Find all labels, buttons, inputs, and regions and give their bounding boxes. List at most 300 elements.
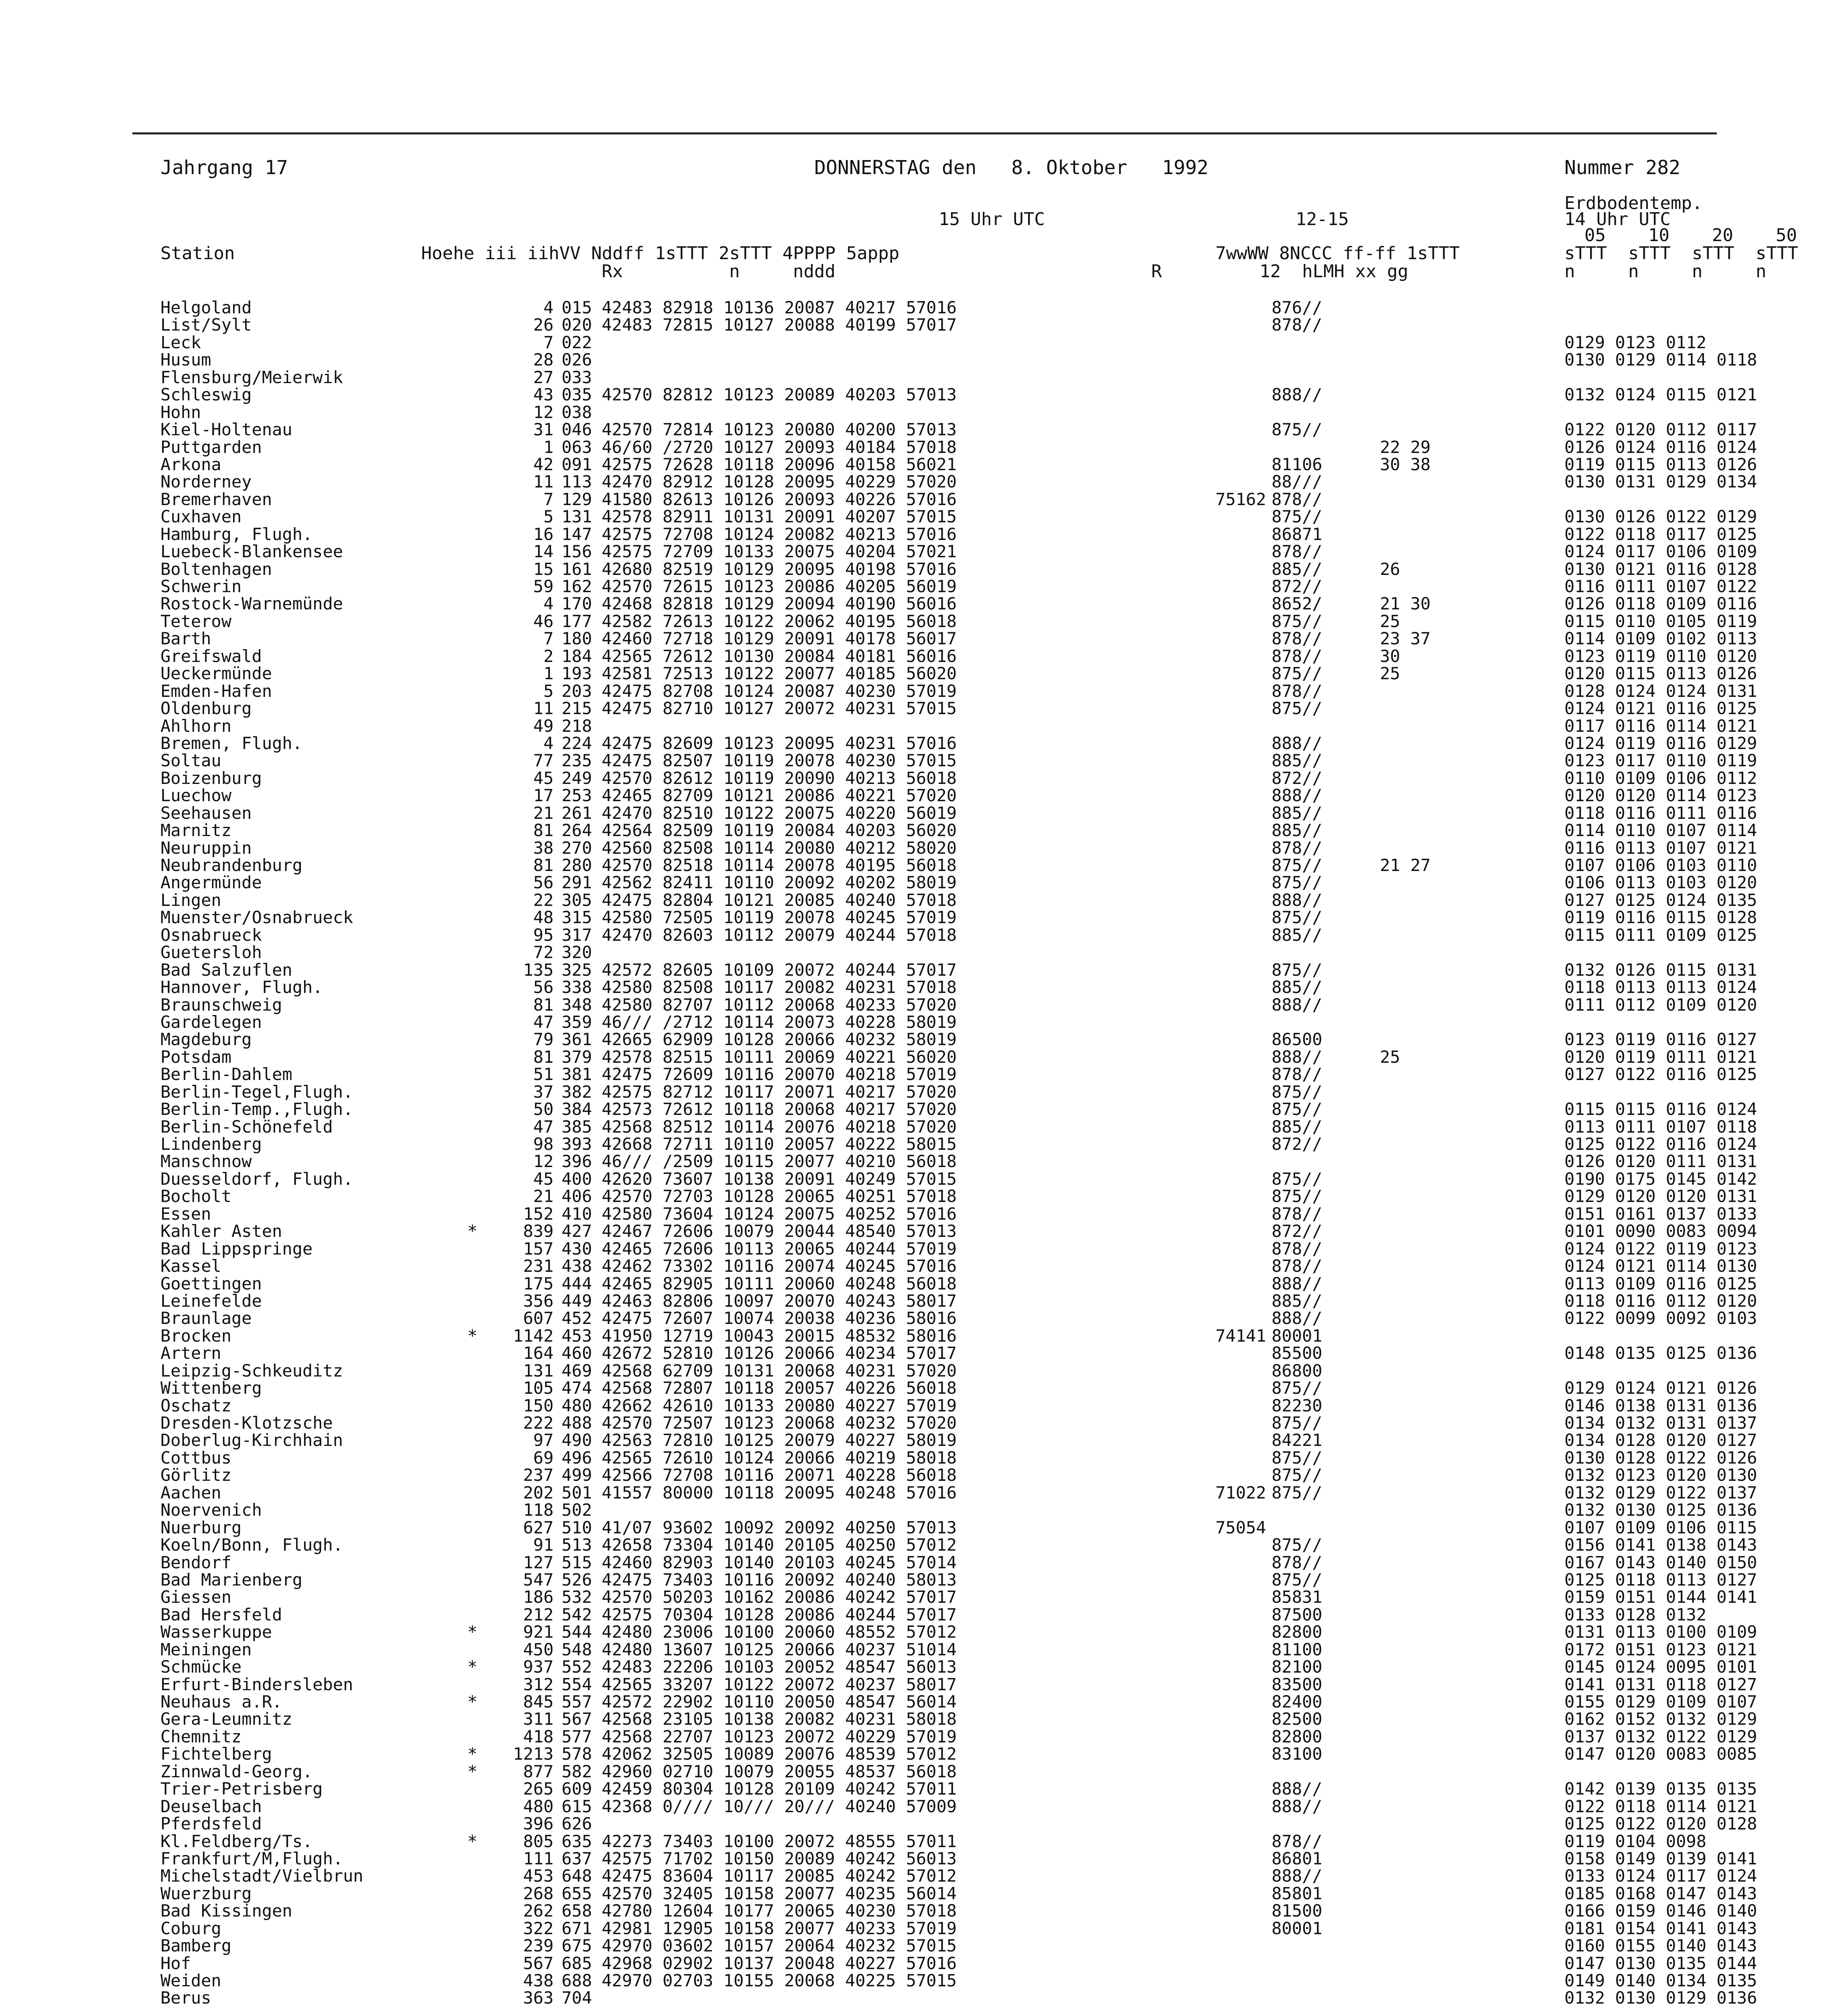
station-index: 305 xyxy=(562,890,592,910)
table-row xyxy=(132,420,1757,440)
station-index: 348 xyxy=(562,995,592,1015)
station-name: Bad Hersfeld xyxy=(160,1604,282,1624)
station-height: 48 xyxy=(533,908,554,928)
cloud-group: 82800 xyxy=(1272,1726,1323,1746)
columns-subheader-2: 12 hLMH xx gg xyxy=(1260,261,1408,282)
synop-groups: 42475 82804 10121 20085 40240 57018 xyxy=(602,890,957,910)
station-index: 671 xyxy=(562,1918,592,1938)
table-row xyxy=(132,681,1757,701)
synop-groups: 41557 80000 10118 20095 40248 57016 xyxy=(602,1482,957,1502)
table-row xyxy=(132,577,1757,596)
synop-groups: 42564 82509 10119 20084 40203 56020 xyxy=(602,820,957,841)
station-name: Boltenhagen xyxy=(160,559,272,579)
station-name: Wittenberg xyxy=(160,1378,262,1398)
soil-temps: 0181 0154 0141 0143 xyxy=(1564,1918,1757,1938)
wind-gust: 30 38 xyxy=(1380,454,1431,474)
station-height: 98 xyxy=(533,1134,554,1154)
soil-temps: 0130 0131 0129 0134 xyxy=(1564,472,1757,492)
table-row xyxy=(132,786,1757,806)
station-index: 203 xyxy=(562,681,592,701)
cloud-group: 885// xyxy=(1272,977,1323,997)
wind-gust: 21 30 xyxy=(1380,594,1431,614)
station-index: 193 xyxy=(562,664,592,684)
soil-time-label: 14 Uhr UTC xyxy=(1564,209,1671,229)
table-row xyxy=(132,1378,1757,1398)
station-index: 578 xyxy=(562,1744,592,1764)
station-index: 381 xyxy=(562,1064,592,1084)
cloud-group: 888// xyxy=(1272,1047,1323,1067)
synop-groups: 42475 83604 10117 20085 40242 57012 xyxy=(602,1866,957,1886)
cloud-group: 86500 xyxy=(1272,1029,1323,1050)
station-name: Frankfurt/M,Flugh. xyxy=(160,1848,343,1868)
soil-temps: 0106 0113 0103 0120 xyxy=(1564,873,1757,893)
cloud-group: 888// xyxy=(1272,890,1323,910)
synop-groups: 42565 72610 10124 20066 40219 58018 xyxy=(602,1448,957,1468)
table-row xyxy=(132,768,1757,788)
table-row xyxy=(132,1674,1757,1694)
cloud-group: 875// xyxy=(1272,908,1323,928)
synop-groups: 42273 73403 10100 20072 48555 57011 xyxy=(602,1831,957,1851)
station-height: 5 xyxy=(543,507,554,527)
cloud-group: 876// xyxy=(1272,298,1323,317)
weather-group: 75054 xyxy=(1215,1517,1266,1537)
synop-groups: 42575 72709 10133 20075 40204 57021 xyxy=(602,542,957,562)
synop-groups: 42572 82605 10109 20072 40244 57017 xyxy=(602,960,957,980)
cloud-group: 86800 xyxy=(1272,1360,1323,1381)
station-height: 81 xyxy=(533,995,554,1015)
synop-groups: 42470 82603 10112 20079 40244 57018 xyxy=(602,925,957,945)
table-row xyxy=(132,1221,1757,1241)
cloud-group: 84221 xyxy=(1272,1430,1323,1450)
soil-temps: 0190 0175 0145 0142 xyxy=(1564,1169,1757,1189)
table-row xyxy=(132,1448,1757,1468)
station-name: Goettingen xyxy=(160,1273,262,1293)
columns-header-3: sTTT sTTT sTTT sTTT xyxy=(1564,243,1798,264)
synop-groups: 42570 82812 10123 20089 40203 57013 xyxy=(602,385,957,405)
cloud-group: 888// xyxy=(1272,385,1323,405)
issue-number: Nummer 282 xyxy=(1564,156,1680,179)
station-header: Station xyxy=(160,243,235,264)
synop-groups: 41950 12719 10043 20015 48532 58016 xyxy=(602,1326,957,1346)
cloud-group: 82500 xyxy=(1272,1709,1323,1729)
synop-groups: 42480 13607 10125 20066 40237 51014 xyxy=(602,1639,957,1659)
table-row xyxy=(132,1134,1757,1154)
station-height: 77 xyxy=(533,751,554,771)
station-height: 21 xyxy=(533,1186,554,1206)
station-name: Wasserkuppe xyxy=(160,1622,272,1642)
station-name: Neubrandenburg xyxy=(160,855,303,875)
station-name: Artern xyxy=(160,1343,221,1363)
soil-temps: 0137 0132 0122 0129 xyxy=(1564,1726,1757,1746)
synop-groups: 42475 82710 10127 20072 40231 57015 xyxy=(602,698,957,719)
cloud-group: 875// xyxy=(1272,420,1323,440)
table-row xyxy=(132,1291,1757,1311)
station-name: Kassel xyxy=(160,1256,221,1276)
synop-groups: 42570 72703 10128 20065 40251 57018 xyxy=(602,1186,957,1206)
soil-temps: 0132 0130 0129 0136 xyxy=(1564,1988,1757,2006)
table-row xyxy=(132,1186,1757,1206)
table-row xyxy=(132,1883,1757,1903)
station-name: Bad Salzuflen xyxy=(160,960,292,980)
table-row xyxy=(132,1362,1717,1379)
station-index: 361 xyxy=(562,1029,592,1050)
station-height: 1 xyxy=(543,664,554,684)
synop-groups: 42562 82411 10110 20092 40202 58019 xyxy=(602,873,957,893)
station-height: 38 xyxy=(533,838,554,858)
table-row xyxy=(132,1587,1757,1607)
synop-groups: 42662 42610 10133 20080 40227 57019 xyxy=(602,1395,957,1415)
station-index: 704 xyxy=(562,1988,592,2006)
station-name: Potsdam xyxy=(160,1047,232,1067)
soil-temps: 0125 0122 0116 0124 xyxy=(1564,1134,1757,1154)
station-height: 450 xyxy=(523,1639,554,1659)
table-row xyxy=(132,1848,1757,1868)
station-name: Ahlhorn xyxy=(160,716,232,736)
station-height: 16 xyxy=(533,524,554,544)
station-height: 322 xyxy=(523,1918,554,1938)
station-name: Doberlug-Kirchhain xyxy=(160,1430,343,1450)
table-row xyxy=(132,1988,1757,2006)
synop-groups: 42483 22206 10103 20052 48547 56013 xyxy=(602,1657,957,1677)
station-index: 379 xyxy=(562,1047,592,1067)
table-row xyxy=(132,1013,1717,1031)
station-height: 265 xyxy=(523,1779,554,1799)
cloud-group: 82100 xyxy=(1272,1657,1323,1677)
cloud-group: 885// xyxy=(1272,925,1323,945)
cloud-group: 82400 xyxy=(1272,1692,1323,1712)
station-name: Hof xyxy=(160,1953,191,1973)
synop-groups: 42460 72718 10129 20091 40178 56017 xyxy=(602,629,957,649)
station-height: 28 xyxy=(533,350,554,370)
station-height: 175 xyxy=(523,1273,554,1293)
table-row xyxy=(132,1866,1757,1886)
table-row xyxy=(132,611,1757,631)
station-height: 56 xyxy=(533,873,554,893)
station-height: 480 xyxy=(523,1796,554,1816)
cloud-group: 888// xyxy=(1272,995,1323,1015)
station-name: Hamburg, Flugh. xyxy=(160,524,313,544)
station-name: Schmücke xyxy=(160,1657,242,1677)
cloud-group: 878// xyxy=(1272,629,1323,649)
table-row xyxy=(132,1083,1717,1100)
soil-temps: 0118 0113 0113 0124 xyxy=(1564,977,1757,997)
station-index: 510 xyxy=(562,1517,592,1537)
station-name: Marnitz xyxy=(160,820,232,841)
cloud-group: 85831 xyxy=(1272,1587,1323,1607)
cloud-group: 875// xyxy=(1272,855,1323,875)
soil-temps: 0113 0111 0107 0118 xyxy=(1564,1117,1757,1137)
station-name: Berlin-Schönefeld xyxy=(160,1117,333,1137)
cloud-group: 875// xyxy=(1272,1186,1323,1206)
table-row xyxy=(132,1779,1757,1799)
soil-temps: 0132 0126 0115 0131 xyxy=(1564,960,1757,980)
station-index: 513 xyxy=(562,1535,592,1555)
columns-subheader: Rx n nddd xyxy=(602,261,836,282)
station-index: 427 xyxy=(562,1221,592,1241)
table-row xyxy=(132,908,1757,928)
synop-groups: 42465 72606 10113 20065 40244 57019 xyxy=(602,1239,957,1259)
station-height: 79 xyxy=(533,1029,554,1050)
synop-groups: 42582 72613 10122 20062 40195 56018 xyxy=(602,611,957,631)
station-name: Bad Lippspringe xyxy=(160,1239,313,1259)
station-height: 51 xyxy=(533,1064,554,1084)
table-row xyxy=(132,404,1717,421)
synop-groups: 42580 72505 10119 20078 40245 57019 xyxy=(602,908,957,928)
station-name: Kahler Asten xyxy=(160,1221,282,1241)
wind-gust: 25 xyxy=(1380,1047,1400,1067)
table-row xyxy=(132,1726,1757,1746)
synop-groups: 42568 62709 10131 20068 40231 57020 xyxy=(602,1360,957,1381)
soil-temps: 0130 0121 0116 0128 xyxy=(1564,559,1757,579)
soil-temps: 0125 0118 0113 0127 xyxy=(1564,1569,1757,1590)
station-name: Cottbus xyxy=(160,1448,232,1468)
station-name: Berlin-Dahlem xyxy=(160,1064,292,1084)
cloud-group: 83100 xyxy=(1272,1744,1323,1764)
station-index: 249 xyxy=(562,768,592,788)
synop-groups: 42575 82712 10117 20071 40217 57020 xyxy=(602,1082,957,1102)
station-index: 688 xyxy=(562,1971,592,1990)
cloud-group: 872// xyxy=(1272,1221,1323,1241)
station-index: 338 xyxy=(562,977,592,997)
table-row xyxy=(132,385,1757,405)
station-height: 805 xyxy=(523,1831,554,1851)
soil-temps: 0118 0116 0112 0120 xyxy=(1564,1291,1757,1311)
station-height: 231 xyxy=(523,1256,554,1276)
cloud-group: 87500 xyxy=(1272,1604,1323,1624)
synop-groups: 42462 73302 10116 20074 40245 57016 xyxy=(602,1256,957,1276)
soil-temps: 0124 0119 0116 0129 xyxy=(1564,733,1757,753)
table-row xyxy=(132,1047,1757,1067)
station-table xyxy=(132,298,1757,2006)
synop-groups: 42572 22902 10110 20050 48547 56014 xyxy=(602,1692,957,1712)
cloud-group: 878// xyxy=(1272,838,1323,858)
station-height: 118 xyxy=(523,1500,554,1520)
station-index: 261 xyxy=(562,803,592,823)
synop-groups: 42578 82911 10131 20091 40207 57015 xyxy=(602,507,957,527)
soil-temps: 0185 0168 0147 0143 xyxy=(1564,1883,1757,1903)
station-index: 161 xyxy=(562,559,592,579)
station-name: Kl.Feldberg/Ts. xyxy=(160,1831,313,1851)
station-index: 526 xyxy=(562,1569,592,1590)
table-row xyxy=(132,594,1757,614)
mountain-marker: * xyxy=(467,1221,478,1241)
station-index: 449 xyxy=(562,1291,592,1311)
station-height: 845 xyxy=(523,1692,554,1712)
soil-depths-label: 05 10 20 50 xyxy=(1584,225,1797,246)
cloud-group: 885// xyxy=(1272,751,1323,771)
table-row xyxy=(132,1639,1757,1659)
synop-groups: 42475 73403 10116 20092 40240 58013 xyxy=(602,1569,957,1590)
station-height: 311 xyxy=(523,1709,554,1729)
station-name: Fichtelberg xyxy=(160,1744,272,1764)
cloud-group: 875// xyxy=(1272,1482,1323,1502)
cloud-group: 878// xyxy=(1272,1064,1323,1084)
station-name: Meiningen xyxy=(160,1639,252,1659)
table-row xyxy=(132,1343,1757,1363)
station-index: 609 xyxy=(562,1779,592,1799)
station-name: Boizenburg xyxy=(160,768,262,788)
station-height: 152 xyxy=(523,1204,554,1224)
station-height: 164 xyxy=(523,1343,554,1363)
cloud-group: 878// xyxy=(1272,1239,1323,1259)
soil-temps: 0126 0120 0111 0131 xyxy=(1564,1151,1757,1172)
mountain-marker: * xyxy=(467,1326,478,1346)
cloud-group: 82230 xyxy=(1272,1395,1323,1415)
soil-temps: 0155 0129 0109 0107 xyxy=(1564,1692,1757,1712)
station-name: Pferdsfeld xyxy=(160,1814,262,1834)
soil-temps: 0115 0115 0116 0124 xyxy=(1564,1099,1757,1119)
table-row xyxy=(132,1971,1757,1990)
soil-temps: 0133 0124 0117 0124 xyxy=(1564,1866,1757,1886)
synop-groups: 42460 82903 10140 20103 40245 57014 xyxy=(602,1552,957,1572)
station-index: 499 xyxy=(562,1465,592,1485)
soil-temps: 0116 0111 0107 0122 xyxy=(1564,577,1757,596)
station-height: 312 xyxy=(523,1674,554,1694)
synop-groups: 42565 72612 10130 20084 40181 56016 xyxy=(602,646,957,666)
station-name: Gardelegen xyxy=(160,1012,262,1032)
soil-temps: 0134 0132 0131 0137 xyxy=(1564,1413,1757,1433)
synop-groups: 42475 82507 10119 20078 40230 57015 xyxy=(602,751,957,771)
soil-temps: 0125 0122 0120 0128 xyxy=(1564,1814,1757,1834)
table-row xyxy=(132,1796,1757,1816)
table-row xyxy=(132,1569,1757,1590)
station-height: 59 xyxy=(533,577,554,596)
station-name: Flensburg/Meierwik xyxy=(160,367,343,387)
cloud-group: 88/// xyxy=(1272,472,1323,492)
table-row xyxy=(132,1744,1757,1764)
mountain-marker: * xyxy=(467,1761,478,1781)
station-name: Bocholt xyxy=(160,1186,232,1206)
station-height: 2 xyxy=(543,646,554,666)
station-height: 97 xyxy=(533,1430,554,1450)
synop-groups: 42368 0//// 10/// 20/// 40240 57009 xyxy=(602,1796,957,1816)
table-row xyxy=(132,716,1757,736)
cloud-group: 85801 xyxy=(1272,1883,1323,1903)
station-index: 162 xyxy=(562,577,592,596)
cloud-group: 80001 xyxy=(1272,1918,1323,1938)
station-name: Essen xyxy=(160,1204,211,1224)
soil-temps: 0113 0109 0116 0125 xyxy=(1564,1273,1757,1293)
station-name: Teterow xyxy=(160,611,232,631)
station-index: 033 xyxy=(562,367,592,387)
cloud-group: 872// xyxy=(1272,577,1323,596)
synop-groups: 42465 82905 10111 20060 40248 56018 xyxy=(602,1273,957,1293)
soil-temps: 0147 0120 0083 0085 xyxy=(1564,1744,1757,1764)
station-index: 648 xyxy=(562,1866,592,1886)
station-index: 046 xyxy=(562,420,592,440)
wind-gust: 22 29 xyxy=(1380,437,1431,457)
table-row xyxy=(132,524,1757,544)
cloud-group: 878// xyxy=(1272,1552,1323,1572)
soil-temps: 0101 0090 0083 0094 xyxy=(1564,1221,1757,1241)
station-index: 131 xyxy=(562,507,592,527)
synop-groups: 46/60 /2720 10127 20093 40184 57018 xyxy=(602,437,957,457)
cloud-group: 888// xyxy=(1272,1308,1323,1328)
station-name: Arkona xyxy=(160,454,221,474)
synop-groups: 42580 82508 10117 20082 40231 57018 xyxy=(602,977,957,997)
cloud-group: 875// xyxy=(1272,1169,1323,1189)
station-index: 015 xyxy=(562,298,592,317)
soil-temps: 0126 0118 0109 0116 xyxy=(1564,594,1757,614)
station-height: 4 xyxy=(543,594,554,614)
station-height: 937 xyxy=(523,1657,554,1677)
synop-groups: 41580 82613 10126 20093 40226 57016 xyxy=(602,489,957,509)
columns-subheader-3: n n n n xyxy=(1564,261,1767,282)
station-index: 474 xyxy=(562,1378,592,1398)
station-index: 170 xyxy=(562,594,592,614)
station-height: 237 xyxy=(523,1465,554,1485)
station-index: 567 xyxy=(562,1709,592,1729)
soil-temps: 0147 0130 0135 0144 xyxy=(1564,1953,1757,1973)
station-height: 69 xyxy=(533,1448,554,1468)
table-row xyxy=(132,1709,1757,1729)
table-row xyxy=(132,1953,1757,1973)
soil-temps: 0129 0124 0121 0126 xyxy=(1564,1378,1757,1398)
table-row xyxy=(132,1430,1757,1450)
soil-temps: 0114 0109 0102 0113 xyxy=(1564,629,1757,649)
soil-temps: 0107 0106 0103 0110 xyxy=(1564,855,1757,875)
synop-groups: 42680 82519 10129 20095 40198 57016 xyxy=(602,559,957,579)
station-index: 184 xyxy=(562,646,592,666)
mountain-marker: * xyxy=(467,1622,478,1642)
soil-temps: 0124 0121 0114 0130 xyxy=(1564,1256,1757,1276)
table-row xyxy=(132,437,1757,457)
station-height: 22 xyxy=(533,890,554,910)
station-name: Barth xyxy=(160,629,211,649)
soil-temps: 0123 0119 0116 0127 xyxy=(1564,1029,1757,1050)
utc-15-label: 15 Uhr UTC xyxy=(939,209,1045,229)
station-index: 180 xyxy=(562,629,592,649)
soil-temps: 0127 0125 0124 0135 xyxy=(1564,890,1757,910)
synop-groups: 42665 62909 10128 20066 40232 58019 xyxy=(602,1029,957,1050)
station-name: Ueckermünde xyxy=(160,664,272,684)
synop-groups: 42575 72628 10118 20096 40158 56021 xyxy=(602,454,957,474)
table-row xyxy=(132,838,1757,858)
synop-groups: 42480 23006 10100 20060 48552 57012 xyxy=(602,1622,957,1642)
soil-temps: 0130 0126 0122 0129 xyxy=(1564,507,1757,527)
synop-groups: 42483 72815 10127 20088 40199 57017 xyxy=(602,315,957,335)
station-index: 460 xyxy=(562,1343,592,1363)
station-index: 496 xyxy=(562,1448,592,1468)
station-name: Noervenich xyxy=(160,1500,262,1520)
station-height: 567 xyxy=(523,1953,554,1973)
table-row xyxy=(132,629,1757,649)
station-name: Oschatz xyxy=(160,1395,232,1415)
synop-groups: 42970 02703 10155 20068 40225 57015 xyxy=(602,1971,957,1990)
soil-temps: 0129 0120 0120 0131 xyxy=(1564,1186,1757,1206)
station-height: 127 xyxy=(523,1552,554,1572)
soil-temps: 0122 0099 0092 0103 xyxy=(1564,1308,1757,1328)
station-name: Leipzig-Schkeuditz xyxy=(160,1360,343,1381)
station-height: 418 xyxy=(523,1726,554,1746)
station-height: 81 xyxy=(533,1047,554,1067)
station-index: 675 xyxy=(562,1936,592,1956)
soil-temps: 0172 0151 0123 0121 xyxy=(1564,1639,1757,1659)
cloud-group: 885// xyxy=(1272,1291,1323,1311)
station-height: 212 xyxy=(523,1604,554,1624)
station-height: 239 xyxy=(523,1936,554,1956)
cloud-group: 875// xyxy=(1272,611,1323,631)
station-height: 14 xyxy=(533,542,554,562)
soil-temps: 0151 0161 0137 0133 xyxy=(1564,1204,1757,1224)
synop-groups: 42483 82918 10136 20087 40217 57016 xyxy=(602,298,957,317)
synop-groups: 42475 72607 10074 20038 40236 58016 xyxy=(602,1308,957,1328)
cloud-group: 878// xyxy=(1272,1204,1323,1224)
station-index: 253 xyxy=(562,786,592,806)
station-name: Zinnwald-Georg. xyxy=(160,1761,313,1781)
station-index: 577 xyxy=(562,1726,592,1746)
station-index: 502 xyxy=(562,1500,592,1520)
